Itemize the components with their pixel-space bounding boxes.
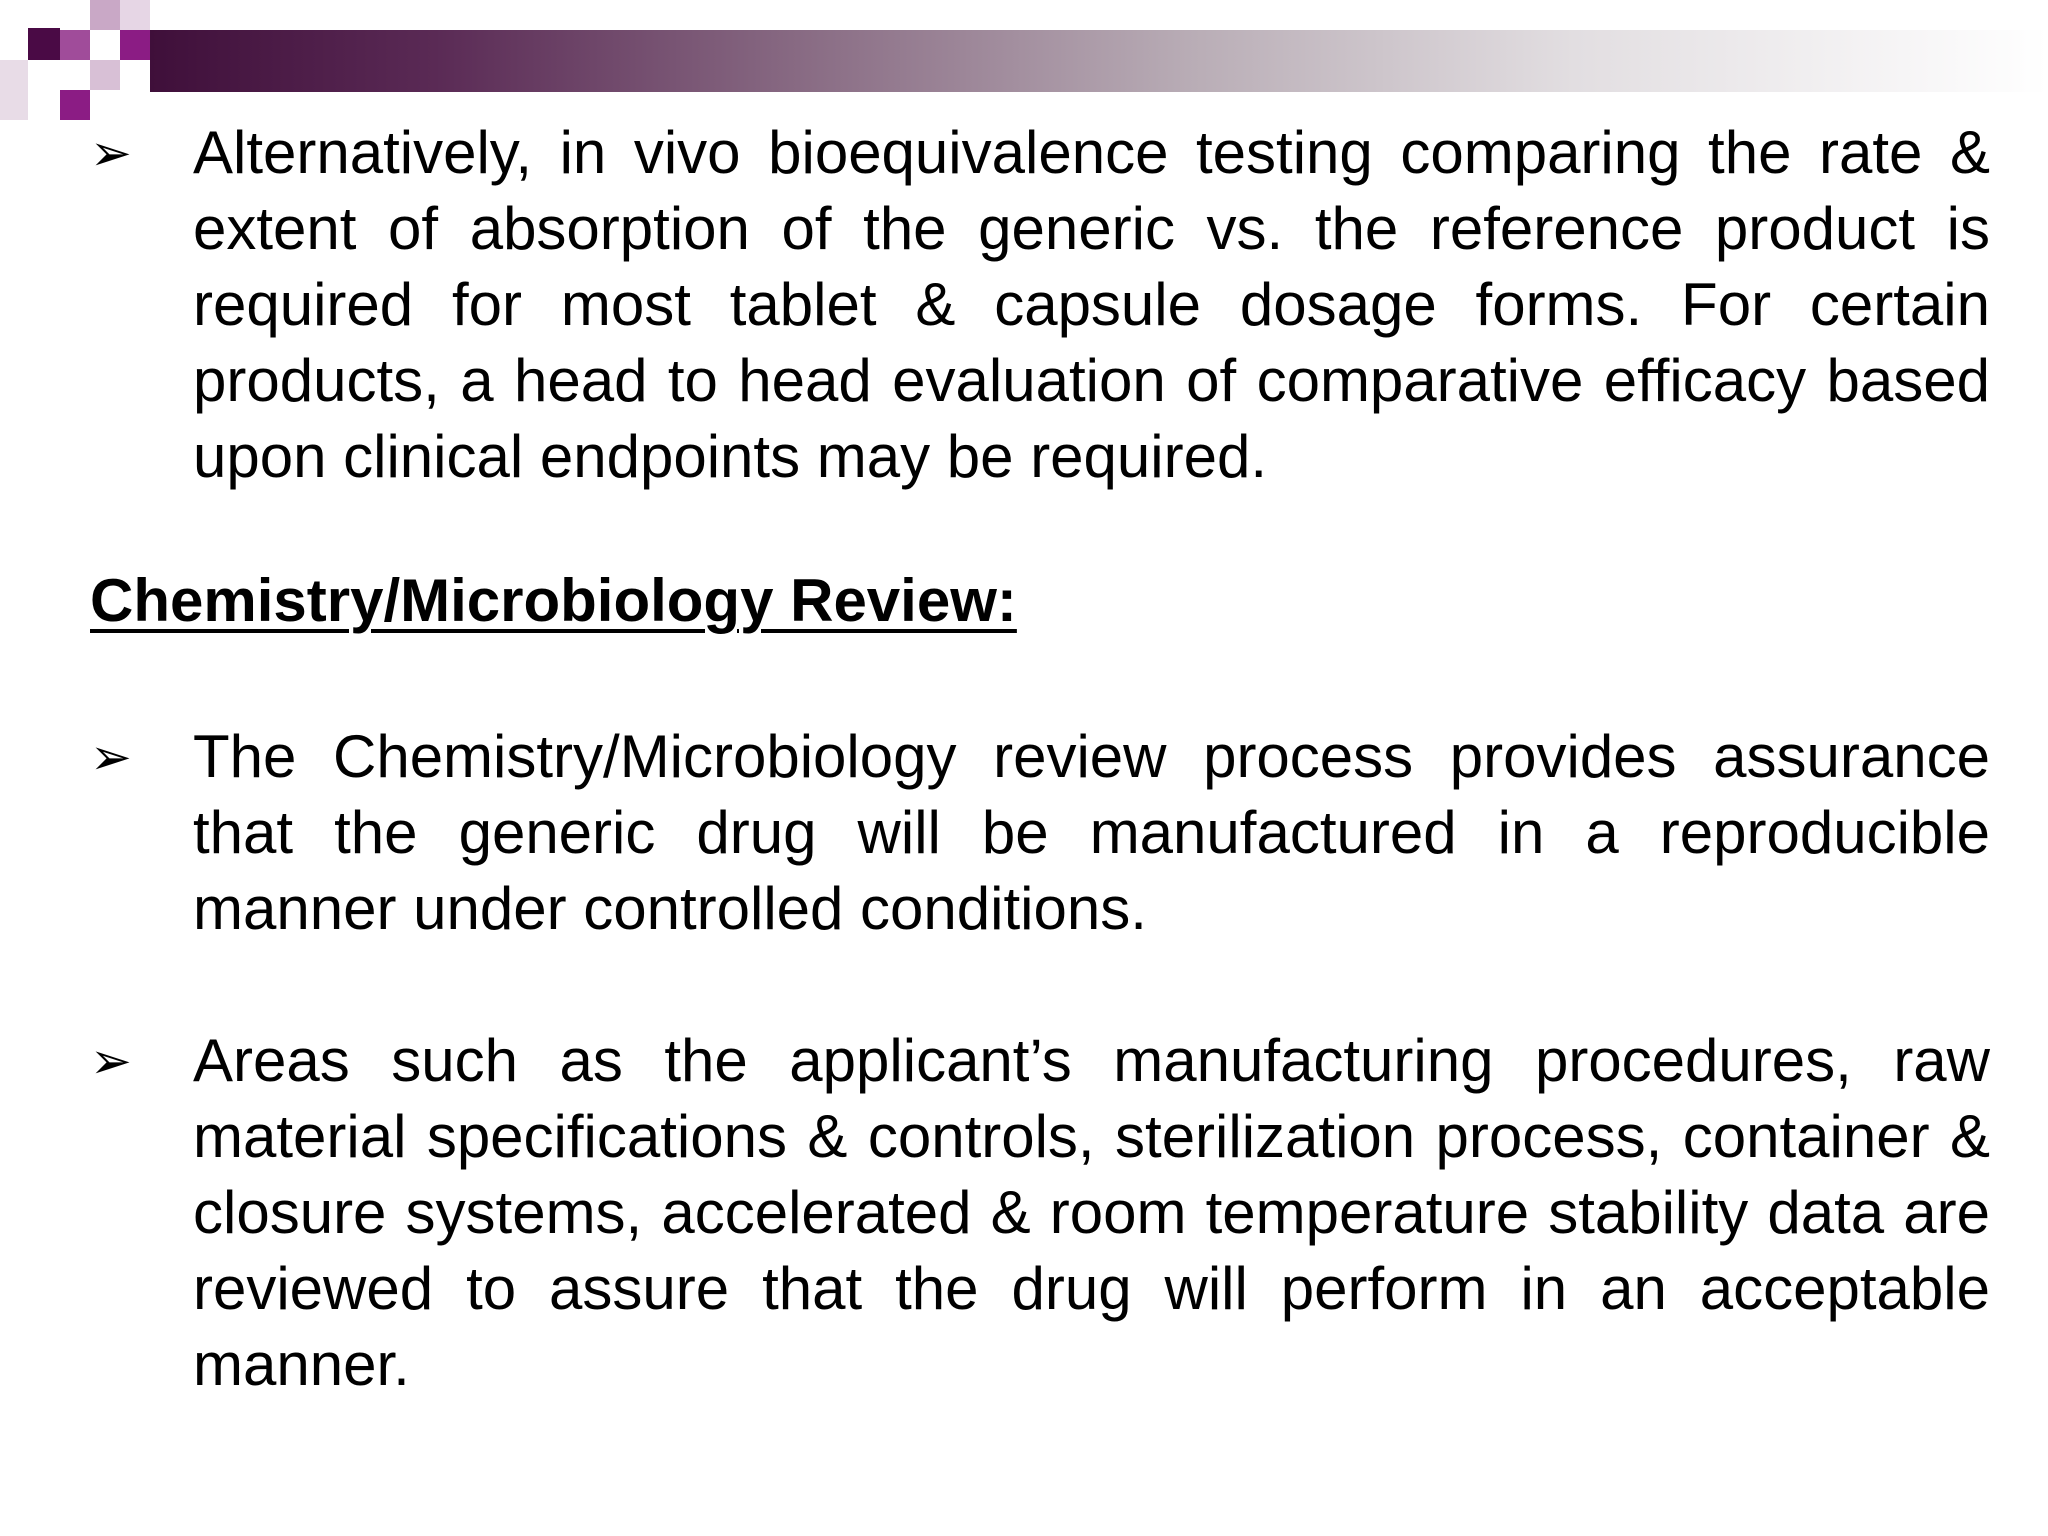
decor-square (90, 60, 120, 90)
bullet-item (90, 719, 1990, 947)
bullet-item (90, 115, 1990, 495)
bullet-item (90, 1023, 1990, 1403)
decor-square (0, 0, 28, 28)
arrow-bullet-icon: ➢ (90, 124, 132, 182)
decor-square (60, 90, 90, 120)
bullet-text: Alternatively, in vivo bioequivalence testing comparing the rate & extent of absorption of the generic vs. the reference product is required for most tablet & capsule dosage forms. For certain products, a head to head evaluation of comparative efficacy based upon clinical endpoints may be required. (193, 119, 1990, 490)
arrow-bullet-icon: ➢ (90, 728, 132, 786)
bullet-text: The Chemistry/Microbiology review process provides assurance that the generic drug will be manufactured in a reproducible manner under controlled conditions. (193, 723, 1990, 942)
header-gradient-band (150, 30, 2048, 92)
section-heading: Chemistry/Microbiology Review: (90, 567, 1017, 634)
arrow-bullet-icon: ➢ (90, 1032, 132, 1090)
decor-square (120, 0, 150, 30)
decor-square (120, 30, 150, 60)
bullet-text: Areas such as the applicant’s manufacturing procedures, raw material specifications & controls, sterilization process, container & closure systems, accelerated & room temperature stability data are reviewed to assure that the drug will perform in an acceptable manner. (193, 1027, 1990, 1398)
decor-square (0, 60, 28, 120)
decor-square (28, 28, 60, 60)
decor-square (90, 0, 120, 30)
slide-body (90, 115, 1990, 1403)
decor-square (60, 30, 90, 60)
